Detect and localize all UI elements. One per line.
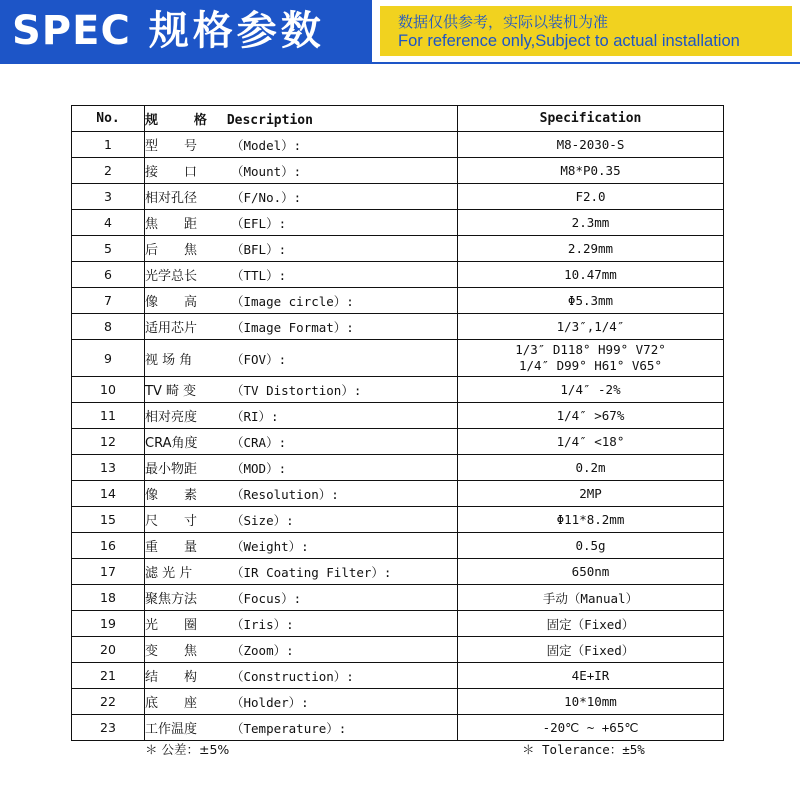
row-number: 5 [72, 236, 145, 262]
description-cn: 最小物距 [145, 462, 198, 477]
title-en: SPEC [12, 8, 131, 54]
description-en: （Temperature）: [231, 721, 347, 736]
table-row [72, 689, 724, 715]
row-number: 10 [72, 377, 145, 403]
description-cn: 光学总长 [145, 269, 198, 284]
row-specification: 1/3″,1/4″ [458, 314, 724, 340]
description-cn: 聚焦方法 [145, 592, 198, 607]
table-row [72, 533, 724, 559]
description-cn: 光 圈 [145, 618, 198, 633]
row-specification: 650nm [458, 559, 724, 585]
description-en: （TV Distortion）: [231, 383, 362, 398]
table-row [72, 559, 724, 585]
page-title [12, 4, 325, 58]
description-en: （Holder）: [231, 695, 309, 710]
row-number: 17 [72, 559, 145, 585]
row-number: 15 [72, 507, 145, 533]
description-en: （Resolution）: [231, 487, 339, 502]
row-description [145, 455, 458, 481]
row-number: 21 [72, 663, 145, 689]
description-en: （BFL）: [231, 242, 287, 257]
row-specification [458, 340, 724, 377]
header-banner [0, 0, 800, 62]
description-cn: 重 量 [145, 540, 198, 555]
row-description [145, 715, 458, 741]
row-number: 1 [72, 132, 145, 158]
description-cn: 像 高 [145, 295, 198, 310]
row-number: 2 [72, 158, 145, 184]
description-en: （EFL）: [231, 216, 287, 231]
table-row [72, 314, 724, 340]
row-number: 18 [72, 585, 145, 611]
table-row [72, 288, 724, 314]
description-cn: 接 口 [145, 165, 198, 180]
row-specification: 手动（Manual） [458, 585, 724, 611]
description-en: （TTL）: [231, 268, 287, 283]
row-specification: 0.5g [458, 533, 724, 559]
row-number: 11 [72, 403, 145, 429]
row-specification: Φ5.3mm [458, 288, 724, 314]
row-description [145, 611, 458, 637]
row-specification: F2.0 [458, 184, 724, 210]
row-specification: M8-2030-S [458, 132, 724, 158]
row-number: 9 [72, 340, 145, 377]
row-description [145, 288, 458, 314]
description-cn: 像 素 [145, 488, 198, 503]
row-number: 6 [72, 262, 145, 288]
description-en: （Size）: [231, 513, 294, 528]
row-description [145, 184, 458, 210]
row-description [145, 340, 458, 377]
row-description [145, 533, 458, 559]
row-specification: 1/4″ >67% [458, 403, 724, 429]
description-cn: 视 场 角 [145, 352, 193, 368]
row-specification: 2.29mm [458, 236, 724, 262]
description-cn: 焦 距 [145, 217, 198, 232]
row-description [145, 507, 458, 533]
description-cn: 型 号 [145, 139, 198, 154]
row-description [145, 403, 458, 429]
spec-table [71, 105, 724, 741]
header-specification: Specification [458, 106, 724, 132]
disclaimer-cn: 数据仅供参考，实际以装机为准 [398, 13, 609, 31]
row-specification: 10.47mm [458, 262, 724, 288]
row-specification: 0.2m [458, 455, 724, 481]
table-row [72, 210, 724, 236]
table-row [72, 184, 724, 210]
description-cn: 滤 光 片 [145, 566, 193, 581]
row-description [145, 637, 458, 663]
row-description [145, 689, 458, 715]
table-row [72, 377, 724, 403]
row-description [145, 481, 458, 507]
table-row [72, 158, 724, 184]
row-specification: 2MP [458, 481, 724, 507]
header-no: No. [72, 106, 145, 132]
table-row [72, 715, 724, 741]
row-specification: 1/4″ <18° [458, 429, 724, 455]
banner-divider [0, 62, 800, 64]
row-description [145, 377, 458, 403]
tolerance-note-en: ＊ Tolerance：±5% [522, 742, 645, 757]
header-desc-cn: 规 格 [145, 113, 221, 128]
row-specification: 固定（Fixed） [458, 611, 724, 637]
row-specification: 4E+IR [458, 663, 724, 689]
table-row [72, 340, 724, 377]
table-row [72, 481, 724, 507]
description-en: （Construction）: [231, 669, 354, 684]
table-row [72, 429, 724, 455]
row-description [145, 663, 458, 689]
row-number: 19 [72, 611, 145, 637]
row-number: 12 [72, 429, 145, 455]
description-en: （Focus）: [231, 591, 302, 606]
row-description [145, 559, 458, 585]
row-description [145, 158, 458, 184]
description-en: （Zoom）: [231, 643, 294, 658]
table-row [72, 455, 724, 481]
spec-table-body [72, 132, 724, 741]
tolerance-note-cn: ＊ 公差：±5% [145, 742, 230, 757]
description-cn: 结 构 [145, 670, 198, 685]
row-specification: 10*10mm [458, 689, 724, 715]
description-cn: 相对孔径 [145, 191, 198, 206]
row-number: 22 [72, 689, 145, 715]
description-en: （F/No.）: [231, 190, 302, 205]
description-en: （IR Coating Filter）: [231, 565, 392, 580]
description-en: （Model）: [231, 138, 302, 153]
row-description [145, 210, 458, 236]
description-en: （RI）: [231, 409, 279, 424]
row-specification: 2.3mm [458, 210, 724, 236]
row-number: 14 [72, 481, 145, 507]
specification-line: 1/4″ D99° H61° V65° [519, 358, 662, 373]
disclaimer-box [380, 6, 792, 56]
description-cn: 底 座 [145, 696, 198, 711]
row-number: 23 [72, 715, 145, 741]
table-row [72, 507, 724, 533]
description-cn: TV 畸 变 [145, 384, 197, 399]
row-description [145, 585, 458, 611]
table-row [72, 663, 724, 689]
description-cn: 适用芯片 [145, 321, 198, 336]
description-en: （Weight）: [231, 539, 309, 554]
row-specification: 1/4″ -2% [458, 377, 724, 403]
table-row [72, 403, 724, 429]
description-en: （Image circle）: [231, 294, 354, 309]
row-description [145, 132, 458, 158]
description-cn: 后 焦 [145, 243, 198, 258]
description-en: （Image Format）: [231, 320, 354, 335]
row-specification: 固定（Fixed） [458, 637, 724, 663]
header-description [145, 106, 458, 132]
row-specification: Φ11*8.2mm [458, 507, 724, 533]
header-desc-en: Description [226, 113, 313, 128]
row-description [145, 314, 458, 340]
row-specification: -20℃ ~ +65℃ [458, 715, 724, 741]
table-row [72, 262, 724, 288]
description-en: （FOV）: [231, 351, 287, 367]
row-number: 8 [72, 314, 145, 340]
description-en: （Iris）: [231, 617, 294, 632]
description-en: （CRA）: [231, 435, 287, 450]
row-number: 20 [72, 637, 145, 663]
row-description [145, 429, 458, 455]
description-cn: 相对亮度 [145, 410, 198, 425]
table-row [72, 637, 724, 663]
table-row [72, 585, 724, 611]
table-header-row [72, 106, 724, 132]
description-en: （Mount）: [231, 164, 302, 179]
row-number: 7 [72, 288, 145, 314]
description-cn: 工作温度 [145, 722, 198, 737]
table-row [72, 132, 724, 158]
title-cn: 规格参数 [148, 8, 325, 54]
description-cn: 变 焦 [145, 644, 198, 659]
disclaimer-en: For reference only,Subject to actual installation [398, 32, 740, 50]
row-description [145, 236, 458, 262]
table-row [72, 611, 724, 637]
row-description [145, 262, 458, 288]
row-number: 3 [72, 184, 145, 210]
description-cn: CRA角度 [145, 436, 198, 451]
row-number: 16 [72, 533, 145, 559]
specification-line: 1/3″ D118° H99° V72° [515, 342, 666, 357]
description-en: （MOD）: [231, 461, 287, 476]
row-number: 4 [72, 210, 145, 236]
description-cn: 尺 寸 [145, 514, 198, 529]
table-row [72, 236, 724, 262]
row-number: 13 [72, 455, 145, 481]
row-specification: M8*P0.35 [458, 158, 724, 184]
